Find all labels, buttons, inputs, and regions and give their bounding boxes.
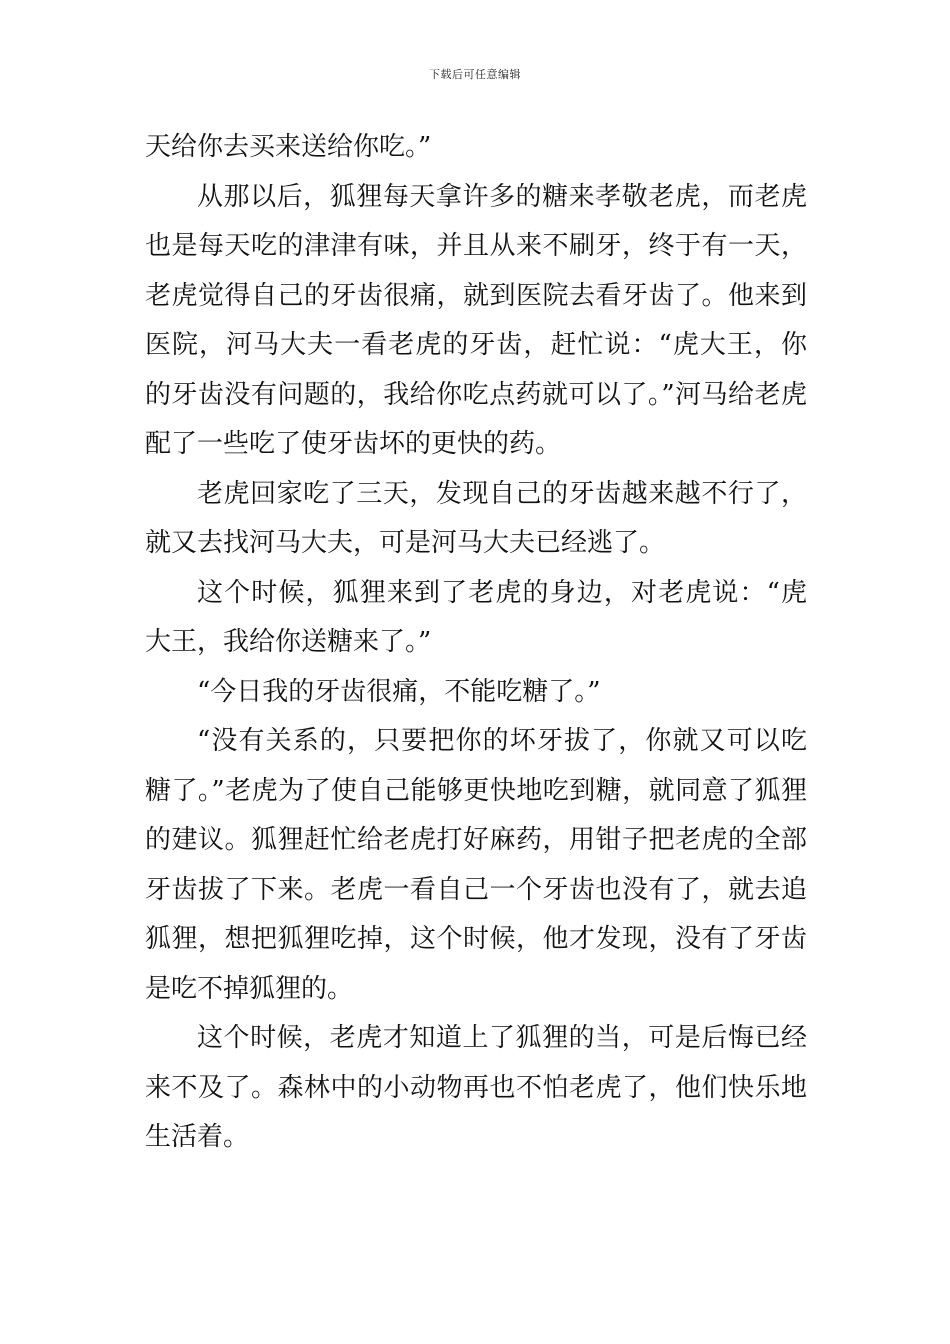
page-header: 下载后可任意编辑: [429, 68, 521, 81]
body-text: [145, 123, 807, 1163]
paragraph-3: 老虎回家吃了三天，发现自己的牙齿越来越不行了，就又去找河马大夫，可是河马大夫已经逃了。: [145, 478, 807, 558]
paragraph-6: “没有关系的，只要把你的坏牙拔了，你就又可以吃糖了。”老虎为了使自己能够更快地吃到糖，就同意了狐狸的建议。狐狸赶忙给老虎打好麻药，用钳子把老虎的全部牙齿拔了下来。老虎一看自己一个牙齿也没有了，就去追狐狸，想把狐狸吃掉，这个时候，他才发现，没有了牙齿是吃不掉狐狸的。: [145, 726, 807, 1004]
paragraph-7: 这个时候，老虎才知道上了狐狸的当，可是后悔已经来不及了。森林中的小动物再也不怕老虎了，他们快乐地生活着。: [145, 1023, 807, 1152]
paragraph-2: 从那以后，狐狸每天拿许多的糖来孝敬老虎，而老虎也是每天吃的津津有味，并且从来不刷牙，终于有一天，老虎觉得自己的牙齿很痛，就到医院去看牙齿了。他来到医院，河马大夫一看老虎的牙齿，赶忙说：“虎大王，你的牙齿没有问题的，我给你吃点药就可以了。”河马给老虎配了一些吃了使牙齿坏的更快的药。: [145, 181, 807, 459]
paragraph-4: 这个时候，狐狸来到了老虎的身边，对老虎说：“虎大王，我给你送糖来了。”: [145, 577, 807, 657]
paragraph-5: “今日我的牙齿很痛，不能吃糖了。”: [197, 676, 601, 707]
paragraph-1: 天给你去买来送给你吃。”: [145, 132, 432, 162]
